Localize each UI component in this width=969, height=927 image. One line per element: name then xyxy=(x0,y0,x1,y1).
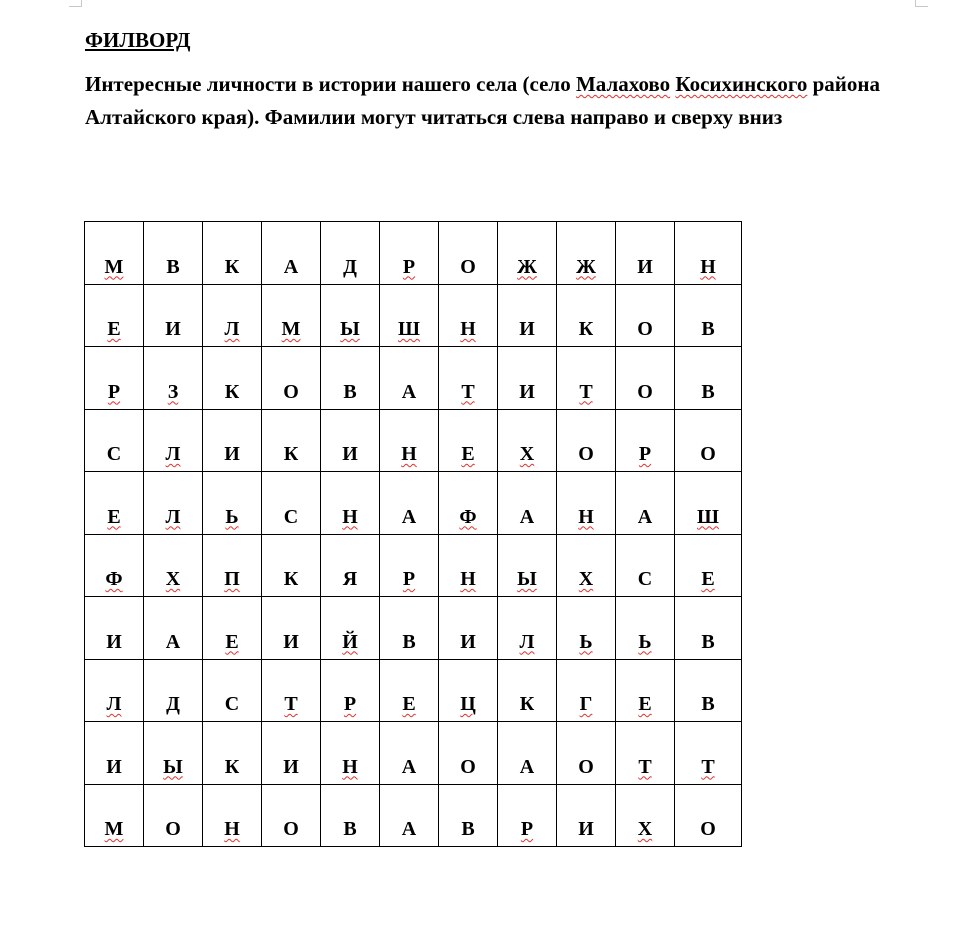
grid-cell-letter: А xyxy=(519,505,535,528)
grid-cell[interactable] xyxy=(321,597,380,660)
grid-cell-letter: С xyxy=(224,693,240,715)
grid-cell[interactable] xyxy=(439,722,498,785)
grid-cell-letter: А xyxy=(401,380,417,403)
grid-cell-letter: П xyxy=(224,568,240,590)
grid-cell[interactable] xyxy=(321,534,380,597)
puzzle-description xyxy=(85,68,915,133)
grid-cell-letter: Е xyxy=(402,693,416,715)
grid-cell-letter: Ф xyxy=(105,568,123,590)
grid-cell[interactable] xyxy=(262,284,321,347)
grid-cell-letter: И xyxy=(460,630,476,653)
grid-cell-letter: Н xyxy=(401,443,417,465)
grid-cell-letter: Й xyxy=(342,630,358,653)
grid-cell-letter: Д xyxy=(343,255,357,278)
grid-cell-letter: О xyxy=(637,380,653,403)
grid-cell[interactable] xyxy=(380,784,439,847)
grid-cell-letter: В xyxy=(343,818,357,840)
grid-cell[interactable] xyxy=(203,284,262,347)
grid-cell-letter: И xyxy=(165,318,181,340)
grid-cell-letter: Е xyxy=(107,505,121,528)
grid-cell-letter: В xyxy=(461,818,475,840)
grid-cell[interactable] xyxy=(616,722,675,785)
grid-cell-letter: Р xyxy=(638,443,652,465)
grid-cell[interactable] xyxy=(616,347,675,410)
grid-cell[interactable] xyxy=(675,597,742,660)
grid-cell[interactable] xyxy=(675,722,742,785)
grid-cell-letter: Т xyxy=(638,755,652,778)
grid-cell-letter: С xyxy=(637,568,653,590)
fillword-grid xyxy=(84,221,742,847)
description-text-2: района Алтайского края). Фамилии могут читаться слева направо и сверху вниз xyxy=(85,72,880,129)
grid-cell[interactable] xyxy=(321,722,380,785)
grid-cell[interactable] xyxy=(380,347,439,410)
grid-cell-letter: К xyxy=(283,568,299,590)
grid-cell-letter: Я xyxy=(342,568,358,590)
grid-cell[interactable] xyxy=(85,284,144,347)
grid-row xyxy=(85,222,742,285)
grid-cell[interactable] xyxy=(203,722,262,785)
grid-cell[interactable] xyxy=(616,534,675,597)
grid-cell[interactable] xyxy=(557,597,616,660)
grid-cell[interactable] xyxy=(557,534,616,597)
grid-cell-letter: И xyxy=(519,318,535,340)
grid-cell[interactable] xyxy=(321,409,380,472)
grid-row xyxy=(85,284,742,347)
grid-cell-letter: Х xyxy=(519,443,535,465)
grid-cell-letter: Ь xyxy=(579,630,593,653)
grid-row xyxy=(85,534,742,597)
grid-cell[interactable] xyxy=(675,222,742,285)
grid-cell-letter: Т xyxy=(284,693,298,715)
grid-cell-letter: Н xyxy=(460,568,476,590)
grid-cell-letter: Е xyxy=(225,630,239,653)
grid-row xyxy=(85,722,742,785)
grid-cell-letter: Ш xyxy=(697,505,719,528)
grid-cell-letter: Ы xyxy=(340,318,360,340)
grid-cell-letter: Л xyxy=(519,630,535,653)
grid-cell[interactable] xyxy=(498,722,557,785)
grid-cell-letter: О xyxy=(700,818,716,840)
grid-row xyxy=(85,784,742,847)
grid-cell[interactable] xyxy=(85,597,144,660)
grid-cell-letter: С xyxy=(106,443,122,465)
grid-cell[interactable] xyxy=(380,659,439,722)
grid-cell-letter: И xyxy=(224,443,240,465)
grid-cell[interactable] xyxy=(675,284,742,347)
page-corner-mark-right xyxy=(915,0,928,7)
grid-cell[interactable] xyxy=(203,347,262,410)
grid-cell[interactable] xyxy=(439,222,498,285)
grid-cell-letter: О xyxy=(637,318,653,340)
grid-cell[interactable] xyxy=(557,222,616,285)
grid-cell-letter: А xyxy=(283,255,299,278)
grid-cell[interactable] xyxy=(262,347,321,410)
grid-cell[interactable] xyxy=(498,222,557,285)
grid-cell-letter: И xyxy=(578,818,594,840)
description-word-malakhovo: Малахово xyxy=(575,72,671,96)
grid-cell-letter: К xyxy=(224,380,240,403)
grid-cell-letter: О xyxy=(460,755,476,778)
grid-cell-letter: А xyxy=(519,755,535,778)
grid-cell[interactable] xyxy=(557,347,616,410)
grid-cell-letter: А xyxy=(401,505,417,528)
grid-cell[interactable] xyxy=(203,222,262,285)
grid-cell-letter: Т xyxy=(461,380,475,403)
grid-cell-letter: А xyxy=(401,818,417,840)
grid-cell[interactable] xyxy=(439,409,498,472)
grid-cell[interactable] xyxy=(203,784,262,847)
grid-cell-letter: И xyxy=(106,630,122,653)
grid-cell[interactable] xyxy=(203,659,262,722)
grid-cell-letter: К xyxy=(578,318,594,340)
grid-cell-letter: Ж xyxy=(517,255,537,278)
grid-cell[interactable] xyxy=(85,472,144,535)
grid-cell[interactable] xyxy=(85,534,144,597)
grid-cell-letter: Ы xyxy=(517,568,537,590)
grid-cell-letter: Н xyxy=(460,318,476,340)
grid-cell[interactable] xyxy=(380,472,439,535)
grid-cell[interactable] xyxy=(380,597,439,660)
grid-cell-letter: О xyxy=(283,380,299,403)
grid-cell-letter: К xyxy=(224,755,240,778)
grid-cell-letter: Х xyxy=(578,568,594,590)
grid-cell[interactable] xyxy=(439,284,498,347)
grid-cell-letter: Р xyxy=(402,568,416,590)
grid-cell[interactable] xyxy=(439,597,498,660)
grid-cell[interactable] xyxy=(144,472,203,535)
grid-cell-letter: Н xyxy=(342,755,358,778)
grid-cell-letter: Н xyxy=(700,255,716,278)
grid-cell-letter: Е xyxy=(701,568,715,590)
description-text-1: Интересные личности в истории нашего села (село xyxy=(85,72,576,96)
grid-cell[interactable] xyxy=(262,472,321,535)
grid-cell-letter: О xyxy=(460,255,476,278)
grid-cell[interactable] xyxy=(616,284,675,347)
grid-cell-letter: О xyxy=(578,755,594,778)
grid-cell-letter: А xyxy=(637,505,653,528)
grid-cell[interactable] xyxy=(675,409,742,472)
grid-cell[interactable] xyxy=(85,659,144,722)
grid-cell[interactable] xyxy=(144,659,203,722)
grid-cell-letter: М xyxy=(104,255,124,278)
grid-cell-letter: В xyxy=(166,255,180,278)
grid-cell[interactable] xyxy=(498,472,557,535)
grid-cell[interactable] xyxy=(439,784,498,847)
grid-cell[interactable] xyxy=(380,534,439,597)
grid-cell-letter: К xyxy=(224,255,240,278)
grid-cell-letter: И xyxy=(342,443,358,465)
grid-cell-letter: Р xyxy=(402,255,416,278)
grid-row xyxy=(85,597,742,660)
grid-cell-letter: Л xyxy=(224,318,240,340)
grid-cell[interactable] xyxy=(262,722,321,785)
grid-cell-letter: Ш xyxy=(398,318,420,340)
grid-cell-letter: Н xyxy=(224,818,240,840)
grid-cell[interactable] xyxy=(262,659,321,722)
grid-cell-letter: Ь xyxy=(225,505,239,528)
grid-cell[interactable] xyxy=(616,409,675,472)
grid-cell-letter: Л xyxy=(165,505,181,528)
grid-cell-letter: Г xyxy=(579,693,593,715)
grid-cell[interactable] xyxy=(557,722,616,785)
grid-cell[interactable] xyxy=(321,472,380,535)
grid-row xyxy=(85,347,742,410)
grid-cell[interactable] xyxy=(616,597,675,660)
grid-cell[interactable] xyxy=(85,409,144,472)
grid-cell[interactable] xyxy=(262,222,321,285)
grid-cell-letter: А xyxy=(401,755,417,778)
grid-cell[interactable] xyxy=(675,784,742,847)
grid-cell-letter: Е xyxy=(107,318,121,340)
grid-cell[interactable] xyxy=(85,722,144,785)
grid-cell[interactable] xyxy=(675,659,742,722)
grid-cell-letter: З xyxy=(167,380,179,403)
grid-cell-letter: Т xyxy=(579,380,593,403)
grid-cell[interactable] xyxy=(262,597,321,660)
grid-cell[interactable] xyxy=(321,784,380,847)
grid-cell[interactable] xyxy=(380,409,439,472)
grid-cell[interactable] xyxy=(144,222,203,285)
description-word-kosikhinskogo: Косихинского xyxy=(675,72,808,96)
grid-cell[interactable] xyxy=(85,347,144,410)
grid-cell[interactable] xyxy=(616,222,675,285)
grid-cell[interactable] xyxy=(498,347,557,410)
grid-cell[interactable] xyxy=(321,347,380,410)
grid-cell-letter: Е xyxy=(638,693,652,715)
grid-cell[interactable] xyxy=(439,534,498,597)
grid-cell[interactable] xyxy=(321,222,380,285)
grid-cell-letter: Н xyxy=(342,505,358,528)
grid-cell-letter: Л xyxy=(165,443,181,465)
grid-row xyxy=(85,409,742,472)
grid-cell-letter: И xyxy=(519,380,535,403)
grid-cell-letter: Х xyxy=(637,818,653,840)
grid-row xyxy=(85,659,742,722)
grid-cell-letter: Д xyxy=(166,693,180,715)
grid-cell[interactable] xyxy=(498,534,557,597)
grid-cell[interactable] xyxy=(439,659,498,722)
grid-cell[interactable] xyxy=(380,722,439,785)
grid-cell[interactable] xyxy=(144,534,203,597)
grid-cell[interactable] xyxy=(616,659,675,722)
grid-cell-letter: Ь xyxy=(638,630,652,653)
grid-cell-letter: Х xyxy=(165,568,181,590)
grid-cell[interactable] xyxy=(262,534,321,597)
grid-cell[interactable] xyxy=(144,597,203,660)
grid-cell-letter: С xyxy=(283,505,299,528)
grid-cell-letter: И xyxy=(283,755,299,778)
grid-cell[interactable] xyxy=(498,597,557,660)
grid-cell-letter: В xyxy=(343,380,357,403)
grid-cell[interactable] xyxy=(144,784,203,847)
grid-cell[interactable] xyxy=(675,347,742,410)
grid-cell[interactable] xyxy=(498,284,557,347)
grid-cell[interactable] xyxy=(85,222,144,285)
grid-cell-letter: И xyxy=(637,255,653,278)
grid-cell[interactable] xyxy=(557,409,616,472)
grid-cell[interactable] xyxy=(498,659,557,722)
grid-cell-letter: Ы xyxy=(163,755,183,778)
grid-cell[interactable] xyxy=(203,472,262,535)
grid-cell[interactable] xyxy=(380,222,439,285)
grid-cell-letter: О xyxy=(578,443,594,465)
grid-cell-letter: В xyxy=(701,630,715,653)
grid-cell-letter: Е xyxy=(461,443,475,465)
grid-cell-letter: В xyxy=(701,318,715,340)
grid-cell-letter: К xyxy=(283,443,299,465)
grid-cell[interactable] xyxy=(321,659,380,722)
grid-cell-letter: В xyxy=(701,693,715,715)
grid-cell[interactable] xyxy=(203,409,262,472)
grid-cell[interactable] xyxy=(616,472,675,535)
grid-cell-letter: Н xyxy=(578,505,594,528)
grid-cell[interactable] xyxy=(557,472,616,535)
grid-cell-letter: К xyxy=(519,693,535,715)
page-title: ФИЛВОРД xyxy=(85,28,191,52)
grid-cell-letter: Р xyxy=(343,693,357,715)
grid-cell-letter: Р xyxy=(520,818,534,840)
grid-cell[interactable] xyxy=(262,409,321,472)
grid-cell[interactable] xyxy=(380,284,439,347)
grid-cell-letter: Ж xyxy=(576,255,596,278)
grid-cell[interactable] xyxy=(616,784,675,847)
grid-cell-letter: Ф xyxy=(459,505,477,528)
grid-cell-letter: В xyxy=(701,380,715,403)
grid-cell-letter: О xyxy=(700,443,716,465)
page-corner-mark-left xyxy=(69,0,82,7)
grid-cell[interactable] xyxy=(144,284,203,347)
grid-cell-letter: В xyxy=(402,630,416,653)
grid-cell[interactable] xyxy=(203,534,262,597)
grid-cell[interactable] xyxy=(144,409,203,472)
grid-row xyxy=(85,472,742,535)
grid-cell-letter: И xyxy=(283,630,299,653)
grid-cell[interactable] xyxy=(557,284,616,347)
grid-cell[interactable] xyxy=(439,347,498,410)
grid-cell[interactable] xyxy=(675,472,742,535)
grid-cell-letter: М xyxy=(104,818,124,840)
grid-cell[interactable] xyxy=(498,784,557,847)
grid-cell[interactable] xyxy=(85,784,144,847)
grid-cell-letter: О xyxy=(283,818,299,840)
grid-cell-letter: И xyxy=(106,755,122,778)
grid-cell-letter: Л xyxy=(106,693,122,715)
grid-cell-letter: Р xyxy=(107,380,121,403)
grid-cell[interactable] xyxy=(498,409,557,472)
grid-cell[interactable] xyxy=(321,284,380,347)
grid-cell[interactable] xyxy=(557,784,616,847)
grid-cell-letter: Ц xyxy=(460,693,476,715)
grid-cell[interactable] xyxy=(675,534,742,597)
grid-cell[interactable] xyxy=(203,597,262,660)
grid-cell[interactable] xyxy=(439,472,498,535)
grid-cell[interactable] xyxy=(144,722,203,785)
grid-cell-letter: Т xyxy=(701,755,715,778)
grid-cell[interactable] xyxy=(144,347,203,410)
grid-cell-letter: А xyxy=(165,630,181,653)
grid-cell-letter: О xyxy=(165,818,181,840)
grid-cell[interactable] xyxy=(262,784,321,847)
grid-cell[interactable] xyxy=(557,659,616,722)
grid-cell-letter: М xyxy=(281,318,301,340)
